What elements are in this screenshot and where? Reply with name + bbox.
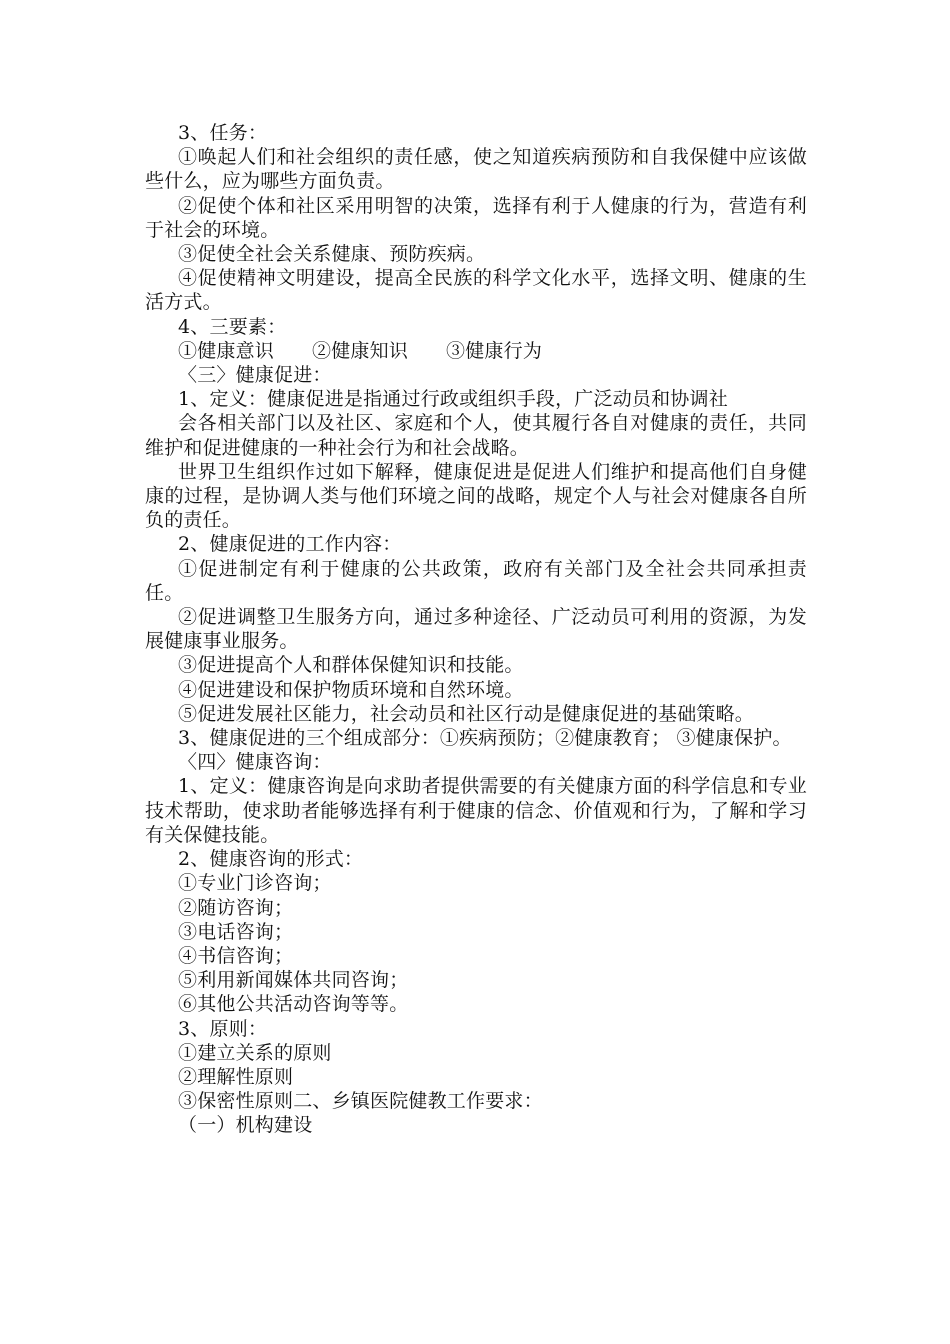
section-heading: （一）机构建设 <box>178 1114 313 1137</box>
list-item: ②理解性原则 <box>178 1065 294 1088</box>
paragraph: ④促使精神文明建设，提高全民族的科学文化水平，选择文明、健康的生活方式。 <box>145 267 807 314</box>
list-item: ②随访咨询； <box>178 896 294 919</box>
paragraph: ④促进建设和保护物质环境和自然环境。 <box>178 678 524 701</box>
list-item: ⑥其他公共活动咨询等等。 <box>178 993 409 1016</box>
paragraph: 世界卫生组织作过如下解释，健康促进是促进人们维护和提高他们自身健康的过程，是协调人类与他们环境之间的战略，规定个人与社会对健康各自所负的责任。 <box>145 460 807 532</box>
paragraph: 3、健康促进的三个组成部分：①疾病预防；②健康教育； ③健康保护。 <box>178 727 792 750</box>
paragraph: 2、健康促进的工作内容： <box>178 533 402 556</box>
list-item: ③电话咨询； <box>178 920 294 943</box>
section-heading: 〈三〉健康促进： <box>178 364 332 387</box>
list-item: ①专业门诊咨询； <box>178 872 332 895</box>
paragraph: 4、三要素： <box>178 315 287 338</box>
list-item: ⑤利用新闻媒体共同咨询； <box>178 969 409 992</box>
paragraph: ①促进制定有利于健康的公共政策，政府有关部门及全社会共同承担责任。 <box>145 557 807 604</box>
paragraph: 3、原则： <box>178 1017 268 1040</box>
paragraph: ③促使全社会关系健康、预防疾病。 <box>178 243 486 266</box>
paragraph: 会各相关部门以及社区、家庭和个人，使其履行各自对健康的责任，共同维护和促进健康的一种社会行为和社会战略。 <box>145 412 807 459</box>
paragraph: ①唤起人们和社会组织的责任感，使之知道疾病预防和自我保健中应该做些什么，应为哪些方面负责。 <box>145 146 807 193</box>
list-item: ④书信咨询； <box>178 944 294 967</box>
list-item: ③保密性原则二、乡镇医院健教工作要求： <box>178 1090 543 1113</box>
paragraph: 1、定义：健康促进是指通过行政或组织手段，广泛动员和协调社 <box>178 388 728 411</box>
paragraph: 2、健康咨询的形式： <box>178 848 364 871</box>
paragraph: ⑤促进发展社区能力，社会动员和社区行动是健康促进的基础策略。 <box>178 702 755 725</box>
paragraph: ③促进提高个人和群体保健知识和技能。 <box>178 654 524 677</box>
element-behavior: ③健康行为 <box>446 339 543 362</box>
paragraph: 1、定义：健康咨询是向求助者提供需要的有关健康方面的科学信息和专业技术帮助，使求助者能够选择有利于健康的信念、价值观和行为，了解和学习有关保健技能。 <box>145 775 807 846</box>
paragraph: ②促使个体和社区采用明智的决策，选择有利于人健康的行为，营造有利于社会的环境。 <box>145 194 807 241</box>
section-heading: 〈四〉健康咨询： <box>178 751 332 774</box>
element-awareness: ①健康意识 <box>178 339 275 362</box>
paragraph: ②促进调整卫生服务方向，通过多种途径、广泛动员可利用的资源，为发展健康事业服务。 <box>145 606 807 653</box>
paragraph: 3、任务： <box>178 122 268 144</box>
document-body <box>145 121 807 1138</box>
element-knowledge: ②健康知识 <box>312 339 409 362</box>
three-elements-line <box>145 339 807 363</box>
list-item: ①建立关系的原则 <box>178 1041 332 1064</box>
